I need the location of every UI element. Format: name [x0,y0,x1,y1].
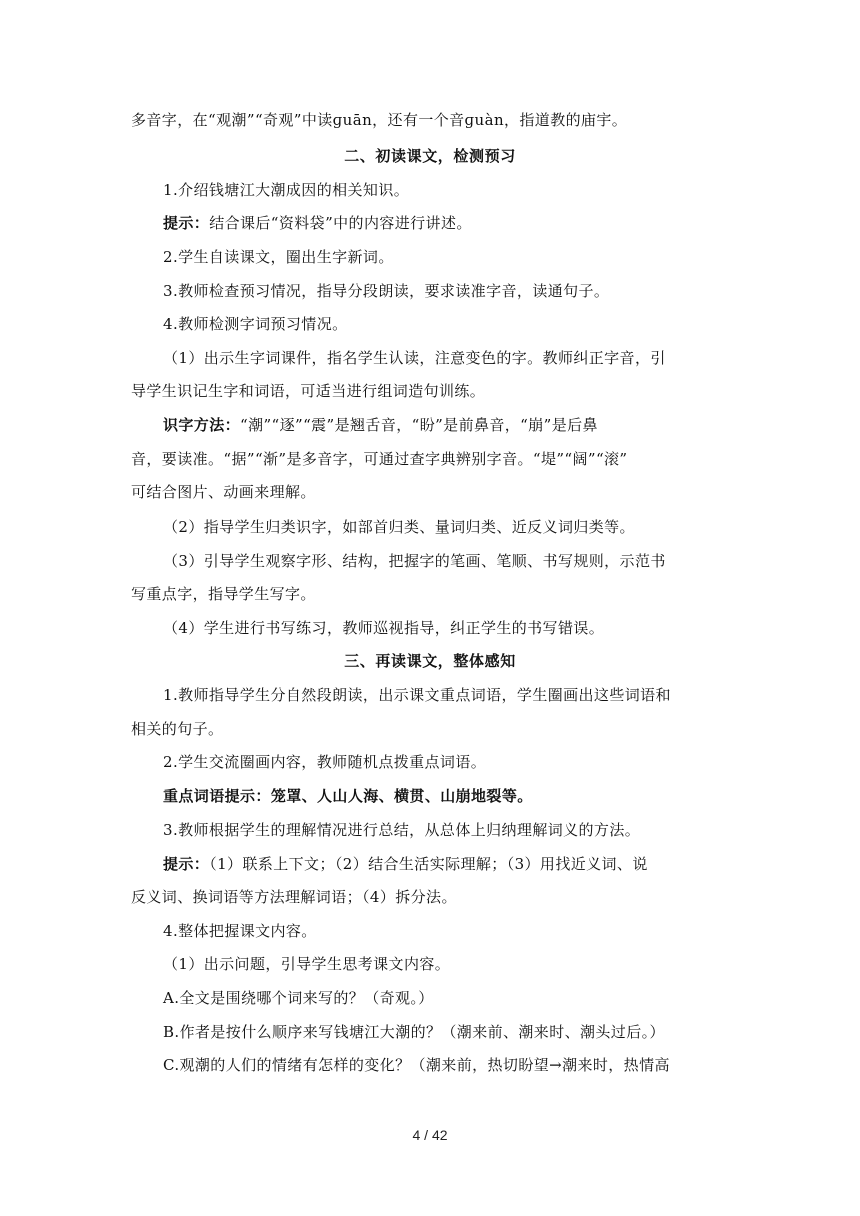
paragraph-line: （1）出示生字词课件，指名学生认读，注意变色的字。教师纠正字音，引 [163,349,666,367]
paragraph-line: 3.教师根据学生的理解情况进行总结，从总体上归纳理解词义的方法。 [163,821,641,839]
paragraph-line: 反义词、换词语等方法理解词语；（4）拆分法。 [131,888,457,906]
paragraph-line: 音，要读准。“据”“渐”是多音字，可通过查字典辨别字音。“堤”“阔”“滚” [131,450,628,468]
paragraph-line: 相关的句子。 [131,720,224,738]
paragraph-line: （4）学生进行书写练习，教师巡视指导，纠正学生的书写错误。 [163,619,605,637]
paragraph-line: （3）引导学生观察字形、结构，把握字的笔画、笔顺、书写规则，示范书 [163,552,666,570]
paragraph-line: 多音字，在“观潮”“奇观”中读ɡuān，还有一个音ɡuàn，指道教的庙宇。 [131,111,628,129]
paragraph-line: 提示：（1）联系上下文；（2）结合生活实际理解；（3）用找近义词、说 [163,855,648,873]
tip-label: 提示： [163,855,210,873]
key-words-label: 重点词语提示： [163,787,271,805]
paragraph-line: 提示：结合课后“资料袋”中的内容进行讲述。 [163,214,472,232]
paragraph-line: C.观潮的人们的情绪有怎样的变化？（潮来前，热切盼望→潮来时，热情高 [163,1056,670,1074]
paragraph-line: 2.学生自读课文，圈出生字新词。 [163,248,394,266]
paragraph-line: A.全文是围绕哪个词来写的？（奇观。） [163,989,434,1007]
paragraph-line: 可结合图片、动画来理解。 [131,483,316,501]
section-heading: 二、初读课文，检测预习 [344,147,516,165]
paragraph-line: 1.教师指导学生分自然段朗读，出示课文重点词语，学生圈画出这些词语和 [163,686,671,704]
section-heading: 三、再读课文，整体感知 [344,652,516,670]
paragraph-line: 2.学生交流圈画内容，教师随机点拨重点词语。 [163,753,487,771]
paragraph-line: 4.整体把握课文内容。 [163,922,317,940]
paragraph-line: 3.教师检查预习情况，指导分段朗读，要求读准字音，读通句子。 [163,282,610,300]
literacy-method-label: 识字方法： [163,416,241,434]
paragraph-line: 识字方法：“潮”“逐”“震”是翘舌音，“盼”是前鼻音，“崩”是后鼻 [163,416,598,434]
paragraph-line: （2）指导学生归类识字，如部首归类、量词归类、近反义词归类等。 [163,518,635,536]
paragraph-line: B.作者是按什么顺序来写钱塘江大潮的？（潮来前、潮来时、潮头过后。） [163,1023,665,1041]
page-number: 4 / 42 [412,1127,448,1143]
paragraph-line: （1）出示问题，引导学生思考课文内容。 [163,955,451,973]
paragraph-line: 导学生识记生字和词语，可适当进行组词造句训练。 [131,382,486,400]
paragraph-line: 写重点字，指导学生写字。 [131,585,316,603]
paragraph-line: 1.介绍钱塘江大潮成因的相关知识。 [163,181,410,199]
paragraph-line: 重点词语提示：笼罩、人山人海、横贯、山崩地裂等。 [163,787,533,805]
tip-label: 提示： [163,214,210,232]
paragraph-line: 4.教师检测字词预习情况。 [163,315,348,333]
